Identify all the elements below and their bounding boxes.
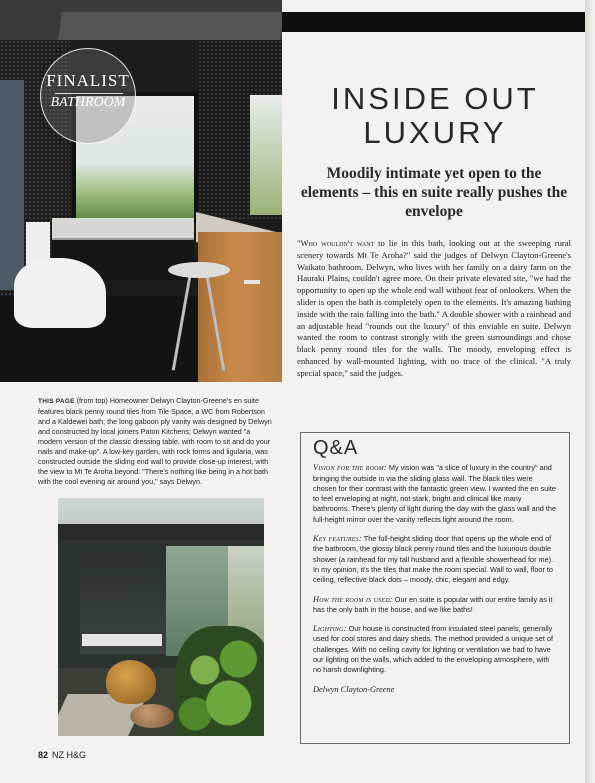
qa-question: Vision for the room: <box>313 463 387 473</box>
qa-title: Q&A <box>313 437 359 459</box>
qa-question: Lighting: <box>313 624 347 634</box>
drawer-handle <box>244 280 260 284</box>
qa-box <box>300 432 570 744</box>
exterior-garden-photo <box>58 498 264 736</box>
bathtub <box>52 218 194 241</box>
headline-line-1: INSIDE OUT <box>331 81 539 116</box>
garden-rock <box>130 704 174 728</box>
article-headline <box>300 82 570 150</box>
page-number: 82 <box>38 750 49 760</box>
towel <box>0 80 24 290</box>
qa-item <box>313 595 557 616</box>
qa-answer: Our house is constructed from insulated steel panels, generally used for cool stores and dairy sheds. The method provided a unique set of challenges. With no ceiling cavity for lighting or ventilation we had to have our lighting on the walls, which added to the enveloping atmosphere, with no harsh downlighting. <box>313 624 553 675</box>
magazine-name: NZ H&G <box>52 750 87 760</box>
ceiling-panel <box>58 12 282 40</box>
header-bar <box>282 12 585 32</box>
stool-seat <box>168 262 230 278</box>
bathroom-photo <box>0 0 282 382</box>
qa-item <box>313 463 557 525</box>
qa-item <box>313 534 557 585</box>
qa-item <box>313 624 557 675</box>
bathtub <box>82 634 162 646</box>
qa-answer: Our en suite is popular with our entire family as it has the only bath in the house, and we like baths! <box>313 594 553 614</box>
glass-panel <box>250 95 282 215</box>
badge-category: BATHROOM <box>50 95 126 110</box>
qa-question: How the room is used: <box>313 594 393 604</box>
finalist-badge <box>40 48 136 144</box>
garden-rock <box>106 660 156 704</box>
article-body <box>297 238 571 380</box>
badge-finalist: FINALIST <box>46 71 130 90</box>
qa-signature: Delwyn Clayton-Greene <box>313 684 395 694</box>
qa-answer: The full-height sliding door that opens up the whole end of the bathroom, the glossy black penny round tiles and the luxurious double shower (a rainhead for my tall husband and a flexible showerhead for me). In my opinion, it's the tiles that make the room special. Wall to wall, floor to ceiling, reflective black dots – moody, chic, elegant and edgy. <box>313 534 554 585</box>
headline-line-2: LUXURY <box>363 115 507 150</box>
badge-divider <box>55 93 123 94</box>
caption-lead: THIS PAGE <box>38 398 75 405</box>
ligularia-plant <box>176 626 264 736</box>
qa-answer: My vision was "a slice of luxury in the country" and bringing the outside in via the sliding glass wall. The black tiles were chosen for their contrast with the fantastic green view. I wanted the en suite to feel enveloping at night, not stark, bright and clinical like many bathrooms. There's plenty of light during the day with the glass wall and the full-height mirror over the vanity reflects light around the room. <box>313 463 557 524</box>
toilet <box>14 258 106 328</box>
qa-question: Key features: <box>313 534 362 544</box>
standfirst: Moodily intimate yet open to the elements – this en suite really pushes the envelope <box>300 165 568 220</box>
body-lead: "Who wouldn't want <box>297 238 375 248</box>
body-paragraph: to lie in this bath, looking out at the sweeping rural scenery towards Mt Te Aroha?" said the judges of Delwyn Clayton-Greene's Waikato bathroom. Delwyn, who lives with her family on a dairy farm on the Hauraki Plains, couldn't agree more. On their private elevated site, "we had the opportunity to open up the whole end wall without fear of onlookers. When the slider is open the bath is completely open to the elements. It's amazing bathing inside with the rain falling into the bath." A double shower with a rainhead and an adjustable head "rounds out the luxury" of this enviable en suite. Delwyn wanted the room to contrast strongly with the green surroundings and chose black penny round tiles for the walls. The moody, enveloping effect is enhanced by wall-mounted lighting, with no trace of the clinical. "A truly special space," said the judges. <box>297 238 571 378</box>
page-folio <box>38 750 86 760</box>
caption-text: (from top) Homeowner Delwyn Clayton-Greene's en suite features black penny round tiles from Tile Space, a WC from Robertson and a Kaldewei bath; the long gaboon ply vanity was designed by Delwyn and constructed by local joiners Paton Kitchens; Delwyn wanted "a modern version of the classic dressing table, with room to sit and do your nails and make-up". A low-key garden, with rock forms and ligularia, was constructed outside the sliding end wall to provide close-up interest, with the view to Mt Te Aroha beyond: "There's nothing like being in a hot bath with the cool evening air around you," says Delwyn. <box>38 396 272 486</box>
page-spine <box>585 0 595 783</box>
photo-caption <box>38 396 274 487</box>
roof-eave <box>58 524 264 540</box>
